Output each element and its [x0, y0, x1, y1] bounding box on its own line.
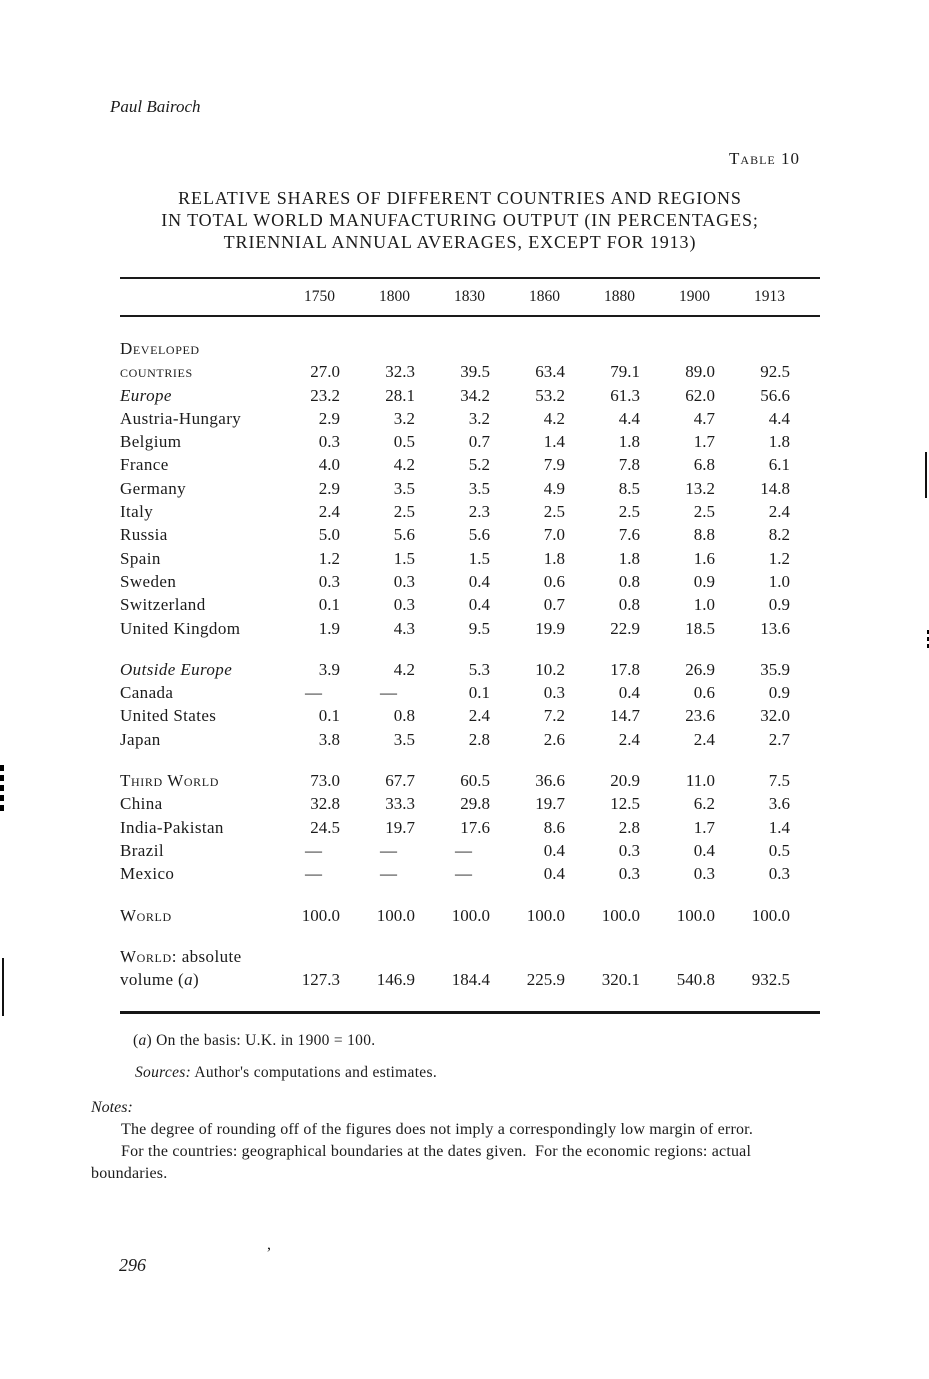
- table-cell-value: 23.6: [685, 706, 715, 726]
- text-segment: India-Pakistan: [120, 817, 224, 837]
- table-cell-value: 2.9: [318, 478, 340, 498]
- table-cell-value: 0.5: [768, 840, 790, 860]
- row-label-line: [120, 658, 265, 681]
- row-label-line: [120, 704, 265, 727]
- row-label-line: [120, 384, 265, 407]
- table-cell-value: 2.4: [618, 729, 640, 749]
- table-row: [120, 704, 820, 727]
- table-cell-value: 2.8: [468, 729, 490, 749]
- table-cell-value: 0.3: [318, 432, 340, 452]
- row-label: [120, 769, 265, 792]
- table-cell-value: 33.3: [385, 794, 415, 814]
- table-body: [120, 317, 820, 1014]
- text-segment: Belgium: [120, 432, 182, 452]
- table-cell-value: 932.5: [751, 970, 790, 990]
- table-row: [120, 681, 820, 704]
- row-label-line: [120, 593, 265, 616]
- title-line-1: RELATIVE SHARES OF DIFFERENT COUNTRIES AND REGIONS: [178, 188, 742, 208]
- text-segment: Canada: [120, 683, 174, 703]
- note-line: boundaries.: [91, 1165, 168, 1183]
- table-cell-value: 3.9: [318, 659, 340, 679]
- table-row: [120, 816, 820, 839]
- table-cell-value: 2.6: [543, 729, 565, 749]
- table-cell-value: 2.4: [693, 729, 715, 749]
- row-label: [120, 593, 265, 616]
- author-name: Paul Bairoch: [110, 97, 201, 116]
- row-label-line: [120, 407, 265, 430]
- table-cell-value: 0.3: [393, 595, 415, 615]
- table-cell-value: 3.5: [468, 478, 490, 498]
- table-cell-value: 0.7: [468, 432, 490, 452]
- row-label: [120, 792, 265, 815]
- table-row: [120, 728, 820, 751]
- table-cell-value: 3.2: [468, 408, 490, 428]
- table-cell-value: 0.4: [618, 683, 640, 703]
- text-segment: a: [184, 970, 194, 990]
- table-cell-value: 100.0: [601, 905, 640, 925]
- table-cell-value: 2.4: [768, 502, 790, 522]
- table-cell-value: 1.2: [768, 548, 790, 568]
- table-cell-value: 7.0: [543, 525, 565, 545]
- table-cell-value: 4.2: [393, 455, 415, 475]
- table-cell-value: 0.3: [693, 864, 715, 884]
- table-cell-value: 92.5: [760, 362, 790, 382]
- table-cell-value: 0.3: [768, 864, 790, 884]
- row-label: [120, 728, 265, 751]
- text-segment: Third World: [120, 771, 219, 791]
- table-cell-value: 79.1: [610, 362, 640, 382]
- text-segment: absolute: [177, 946, 242, 966]
- table-cell-value: 28.1: [385, 385, 415, 405]
- table-cell-value: 61.3: [610, 385, 640, 405]
- table-cell-value: 1.4: [768, 817, 790, 837]
- table-cell-value: 1.0: [768, 571, 790, 591]
- row-label-line: [120, 360, 265, 383]
- table-cell-value: 12.5: [610, 794, 640, 814]
- table-cell-value: 0.8: [393, 706, 415, 726]
- row-label: [120, 904, 265, 927]
- table-cell-value: 5.3: [468, 659, 490, 679]
- row-label: [120, 407, 265, 430]
- text-segment: World:: [120, 946, 178, 966]
- table-cell-value: 7.2: [543, 706, 565, 726]
- table-cell-value: 2.4: [318, 502, 340, 522]
- table-cell-value: 2.5: [618, 502, 640, 522]
- table-cell-value: 89.0: [685, 362, 715, 382]
- table-cell-value: 11.0: [685, 771, 715, 791]
- table-cell-value: 18.5: [685, 618, 715, 638]
- table-cell-value: 2.5: [693, 502, 715, 522]
- table-cell-value: 0.1: [318, 595, 340, 615]
- table-cell-value: 5.0: [318, 525, 340, 545]
- table-row: [120, 945, 820, 992]
- row-label: [120, 384, 265, 407]
- table-cell-value: —: [305, 840, 322, 860]
- text-segment: Notes:: [91, 1099, 133, 1117]
- table-cell-value: 0.9: [768, 683, 790, 703]
- row-label: [120, 862, 265, 885]
- table-cell-value: 62.0: [685, 385, 715, 405]
- table-cell-value: 0.9: [693, 571, 715, 591]
- scan-artifact-left-dashes: [0, 765, 4, 813]
- row-label-line: [120, 792, 265, 815]
- table-row: [120, 769, 820, 792]
- table-cell-value: 146.9: [376, 970, 415, 990]
- text-segment: Sources:: [135, 1064, 192, 1082]
- table-cell-value: 5.6: [468, 525, 490, 545]
- table-cell-value: 4.7: [693, 408, 715, 428]
- table-cell-value: 0.3: [393, 571, 415, 591]
- row-label-line: [120, 453, 265, 476]
- note-line: For the countries: geographical boundaries at the dates given. For the economic regions: actual: [121, 1143, 752, 1161]
- table-cell-value: 3.6: [768, 794, 790, 814]
- row-label: [120, 500, 265, 523]
- column-header-year: 1860: [529, 288, 560, 305]
- table-cell-value: 19.7: [385, 817, 415, 837]
- table-cell-value: 2.7: [768, 729, 790, 749]
- table-cell-value: 4.4: [768, 408, 790, 428]
- table-cell-value: 6.2: [693, 794, 715, 814]
- table-cell-value: 4.2: [393, 659, 415, 679]
- table-cell-value: —: [455, 840, 472, 860]
- table-row: [120, 500, 820, 523]
- table-header-row: [120, 277, 820, 317]
- row-label-line: [120, 617, 265, 640]
- row-label-line: [120, 728, 265, 751]
- text-segment: World: [120, 905, 172, 925]
- table-cell-value: 13.2: [685, 478, 715, 498]
- table-row: [120, 904, 820, 927]
- row-label: [120, 337, 265, 384]
- text-segment: Author's computations and estimates.: [191, 1064, 437, 1082]
- table-row: [120, 547, 820, 570]
- table-cell-value: 0.9: [768, 595, 790, 615]
- row-label-line: [120, 839, 265, 862]
- table-cell-value: 3.8: [318, 729, 340, 749]
- table-cell-value: 36.6: [535, 771, 565, 791]
- table-cell-value: 4.9: [543, 478, 565, 498]
- row-label-line: [120, 945, 265, 968]
- footnote-a: [133, 1031, 929, 1051]
- table-cell-value: 13.6: [760, 618, 790, 638]
- table-cell-value: 1.4: [543, 432, 565, 452]
- table-cell-value: 0.6: [693, 683, 715, 703]
- table-cell-value: 23.2: [310, 385, 340, 405]
- page-number: 296: [119, 1255, 146, 1276]
- row-label-line: [120, 337, 265, 360]
- table-cell-value: —: [380, 840, 397, 860]
- table-cell-value: 1.8: [618, 432, 640, 452]
- text-segment: a: [138, 1032, 147, 1050]
- table-cell-value: 1.8: [768, 432, 790, 452]
- table-cell-value: 540.8: [676, 970, 715, 990]
- table-cell-value: 32.0: [760, 706, 790, 726]
- table-cell-value: 0.1: [468, 683, 490, 703]
- table-cell-value: 1.5: [393, 548, 415, 568]
- text-segment: (: [133, 1032, 139, 1050]
- row-label-line: [120, 968, 265, 991]
- text-segment: United States: [120, 706, 217, 726]
- table-cell-value: 7.5: [768, 771, 790, 791]
- column-header-year: 1900: [679, 288, 710, 305]
- table-row: [120, 593, 820, 616]
- table-row: [120, 839, 820, 862]
- table-cell-value: 1.2: [318, 548, 340, 568]
- row-label: [120, 453, 265, 476]
- row-label: [120, 570, 265, 593]
- text-segment: China: [120, 794, 163, 814]
- row-label: [120, 839, 265, 862]
- notes-section: [91, 1097, 929, 1185]
- title-line-3: TRIENNIAL ANNUAL AVERAGES, EXCEPT FOR 1913): [223, 232, 697, 252]
- text-segment: Switzerland: [120, 595, 206, 615]
- row-label: [120, 477, 265, 500]
- text-segment: Spain: [120, 548, 161, 568]
- table-cell-value: 2.5: [393, 502, 415, 522]
- table-cell-value: 7.6: [618, 525, 640, 545]
- table-cell-value: 127.3: [301, 970, 340, 990]
- table-cell-value: 0.1: [318, 706, 340, 726]
- table-cell-value: 53.2: [535, 385, 565, 405]
- table-cell-value: 34.2: [460, 385, 490, 405]
- table-cell-value: 32.8: [310, 794, 340, 814]
- title-line-2: IN TOTAL WORLD MANUFACTURING OUTPUT (IN PERCENTAGES;: [161, 210, 759, 230]
- row-label: [120, 547, 265, 570]
- table-row: [120, 617, 820, 640]
- table-cell-value: —: [455, 864, 472, 884]
- table-row: [120, 384, 820, 407]
- table-cell-value: 35.9: [760, 659, 790, 679]
- table-cell-value: 4.3: [393, 618, 415, 638]
- table-row: [120, 407, 820, 430]
- sources-line: [135, 1063, 929, 1083]
- text-segment: Sweden: [120, 571, 177, 591]
- row-label-line: [120, 904, 265, 927]
- row-label: [120, 523, 265, 546]
- table-cell-value: 0.5: [393, 432, 415, 452]
- column-header-year: 1913: [754, 288, 785, 305]
- table-cell-value: 0.4: [468, 595, 490, 615]
- table-cell-value: 1.6: [693, 548, 715, 568]
- table-cell-value: 1.5: [468, 548, 490, 568]
- table-cell-value: 100.0: [751, 905, 790, 925]
- table-cell-value: 320.1: [601, 970, 640, 990]
- table-cell-value: 100.0: [676, 905, 715, 925]
- text-segment: countries: [120, 362, 193, 382]
- table-cell-value: 0.6: [543, 571, 565, 591]
- table-cell-value: 2.8: [618, 817, 640, 837]
- notes-lines: [91, 1119, 929, 1185]
- table-row: [120, 337, 820, 384]
- table-cell-value: 26.9: [685, 659, 715, 679]
- row-label-line: [120, 523, 265, 546]
- table-cell-value: 6.1: [768, 455, 790, 475]
- table-cell-value: 63.4: [535, 362, 565, 382]
- table-cell-value: —: [305, 683, 322, 703]
- table-cell-value: 6.8: [693, 455, 715, 475]
- column-header-year: 1830: [454, 288, 485, 305]
- table-cell-value: 1.7: [693, 817, 715, 837]
- table-cell-value: 5.6: [393, 525, 415, 545]
- table-cell-value: 17.6: [460, 817, 490, 837]
- table-cell-value: 0.3: [618, 864, 640, 884]
- table-cell-value: 0.4: [693, 840, 715, 860]
- table-cell-value: 19.7: [535, 794, 565, 814]
- table-cell-value: 184.4: [451, 970, 490, 990]
- row-label-line: [120, 430, 265, 453]
- table-cell-value: 17.8: [610, 659, 640, 679]
- note-line: The degree of rounding off of the figures does not imply a correspondingly low margin of error.: [121, 1121, 754, 1139]
- table-cell-value: 3.5: [393, 478, 415, 498]
- row-label-line: [120, 547, 265, 570]
- table-cell-value: 4.0: [318, 455, 340, 475]
- table-cell-value: 0.3: [543, 683, 565, 703]
- table-cell-value: 225.9: [526, 970, 565, 990]
- table-cell-value: 19.9: [535, 618, 565, 638]
- table-cell-value: 29.8: [460, 794, 490, 814]
- table-row: [120, 658, 820, 681]
- text-segment: Brazil: [120, 840, 164, 860]
- table-cell-value: 8.5: [618, 478, 640, 498]
- table-cell-value: 100.0: [526, 905, 565, 925]
- row-label-line: [120, 862, 265, 885]
- table-cell-value: 0.3: [618, 840, 640, 860]
- text-segment: France: [120, 455, 169, 475]
- table-cell-value: 2.4: [468, 706, 490, 726]
- table-cell-value: 100.0: [301, 905, 340, 925]
- table-cell-value: 0.8: [618, 595, 640, 615]
- notes-label: [91, 1097, 929, 1119]
- scan-artifact-right-line: [925, 452, 927, 498]
- table-cell-value: 1.8: [543, 548, 565, 568]
- row-label-line: [120, 816, 265, 839]
- row-label: [120, 617, 265, 640]
- text-segment: United Kingdom: [120, 618, 241, 638]
- row-label: [120, 658, 265, 681]
- table-cell-value: 27.0: [310, 362, 340, 382]
- table-cell-value: 9.5: [468, 618, 490, 638]
- row-label: [120, 430, 265, 453]
- table-cell-value: 60.5: [460, 771, 490, 791]
- table-cell-value: 8.6: [543, 817, 565, 837]
- table-cell-value: 14.8: [760, 478, 790, 498]
- table-cell-value: 3.2: [393, 408, 415, 428]
- row-label-line: [120, 570, 265, 593]
- table-cell-value: 4.2: [543, 408, 565, 428]
- table-cell-value: 3.5: [393, 729, 415, 749]
- table-cell-value: 7.8: [618, 455, 640, 475]
- table-cell-value: 22.9: [610, 618, 640, 638]
- table-cell-value: 2.3: [468, 502, 490, 522]
- text-segment: Outside Europe: [120, 659, 233, 679]
- row-label: [120, 681, 265, 704]
- table-cell-value: 32.3: [385, 362, 415, 382]
- column-header-year: 1880: [604, 288, 635, 305]
- table-cell-value: 20.9: [610, 771, 640, 791]
- row-label: [120, 816, 265, 839]
- text-segment: Russia: [120, 525, 168, 545]
- column-header-year: 1800: [379, 288, 410, 305]
- table-row: [120, 862, 820, 885]
- table-row: [120, 570, 820, 593]
- row-label-line: [120, 769, 265, 792]
- table-cell-value: 8.8: [693, 525, 715, 545]
- table-cell-value: 1.8: [618, 548, 640, 568]
- table-cell-value: 14.7: [610, 706, 640, 726]
- table-cell-value: 100.0: [451, 905, 490, 925]
- scan-artifact-left-line: [2, 958, 4, 1016]
- table-cell-value: 1.0: [693, 595, 715, 615]
- table-cell-value: 8.2: [768, 525, 790, 545]
- text-segment: Austria-Hungary: [120, 408, 242, 428]
- text-segment: Italy: [120, 502, 154, 522]
- table-cell-value: 7.9: [543, 455, 565, 475]
- table-row: [120, 453, 820, 476]
- table-cell-value: 0.4: [543, 864, 565, 884]
- table-cell-value: 67.7: [385, 771, 415, 791]
- row-label-line: [120, 681, 265, 704]
- table-number-label: Table 10: [729, 149, 800, 168]
- table-cell-value: 1.7: [693, 432, 715, 452]
- table-cell-value: —: [305, 864, 322, 884]
- text-segment: Japan: [120, 729, 161, 749]
- scan-artifact-comma: ,: [267, 1236, 271, 1253]
- text-segment: Developed: [120, 339, 200, 358]
- table-cell-value: 39.5: [460, 362, 490, 382]
- text-segment: Mexico: [120, 864, 175, 884]
- table-cell-value: 4.4: [618, 408, 640, 428]
- table-cell-value: 2.5: [543, 502, 565, 522]
- text-segment: ): [193, 970, 200, 990]
- table-cell-value: —: [380, 683, 397, 703]
- table-row: [120, 430, 820, 453]
- table-title: [110, 187, 810, 253]
- table-cell-value: —: [380, 864, 397, 884]
- table-row: [120, 523, 820, 546]
- row-label: [120, 945, 265, 992]
- text-segment: volume (: [120, 970, 185, 990]
- text-segment: Germany: [120, 478, 187, 498]
- table-cell-value: 56.6: [760, 385, 790, 405]
- row-label-line: [120, 500, 265, 523]
- table-cell-value: 0.8: [618, 571, 640, 591]
- text-segment: Europe: [120, 385, 172, 405]
- table-cell-value: 2.9: [318, 408, 340, 428]
- table-cell-value: 0.4: [468, 571, 490, 591]
- table-cell-value: 100.0: [376, 905, 415, 925]
- row-label-line: [120, 477, 265, 500]
- row-label: [120, 704, 265, 727]
- table-cell-value: 10.2: [535, 659, 565, 679]
- column-header-year: 1750: [304, 288, 335, 305]
- text-segment: ) On the basis: U.K. in 1900 = 100.: [146, 1032, 376, 1050]
- table-cell-value: 1.9: [318, 618, 340, 638]
- table-row: [120, 792, 820, 815]
- table-cell-value: 24.5: [310, 817, 340, 837]
- table-cell-value: 0.3: [318, 571, 340, 591]
- table-cell-value: 73.0: [310, 771, 340, 791]
- table-row: [120, 477, 820, 500]
- table-cell-value: 0.4: [543, 840, 565, 860]
- table-cell-value: 5.2: [468, 455, 490, 475]
- table-cell-value: 0.7: [543, 595, 565, 615]
- data-table: [120, 277, 820, 1014]
